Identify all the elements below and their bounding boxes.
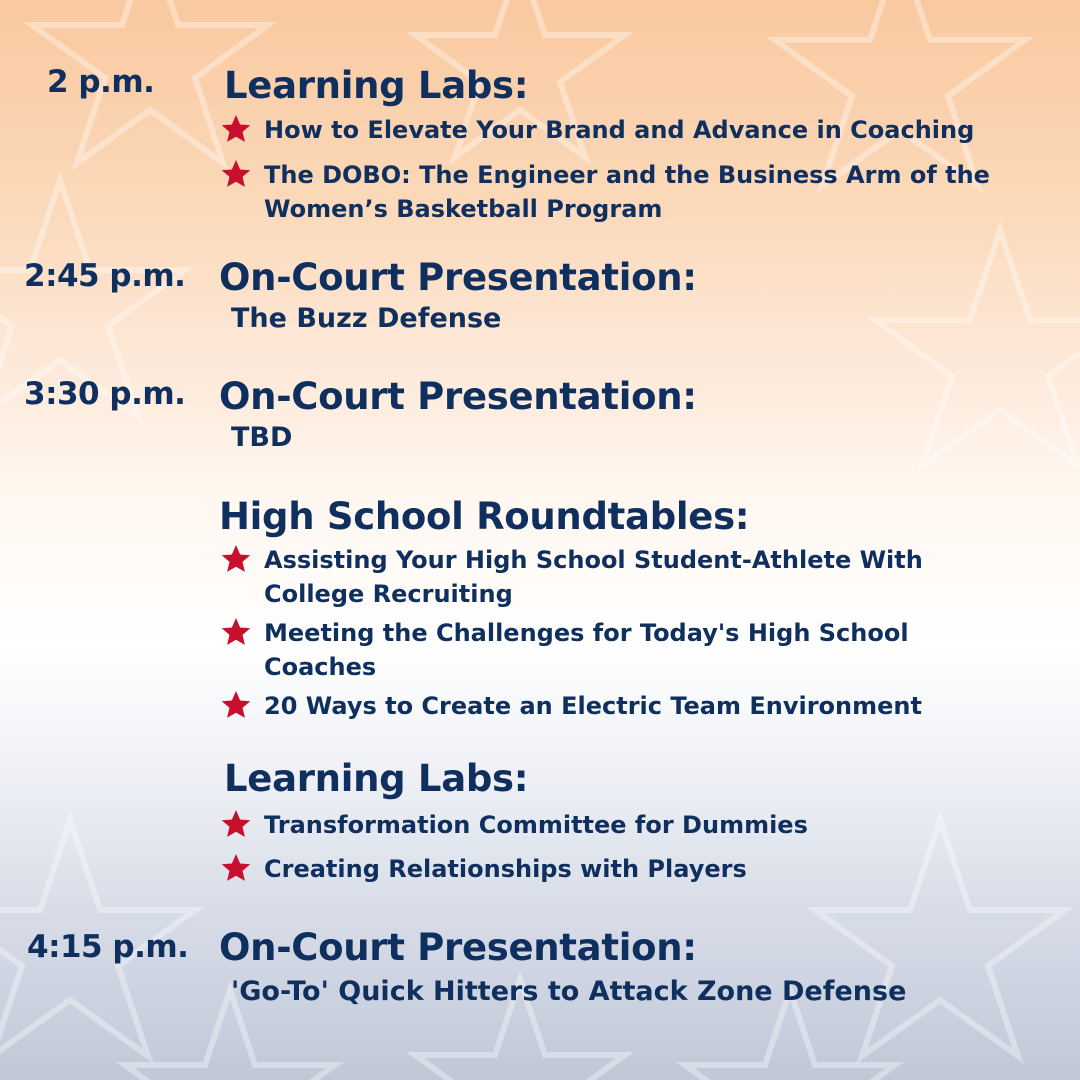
list-item-label: Creating Relationships with Players [264,855,747,883]
list-item-label: How to Elevate Your Brand and Advance in Coaching [264,116,975,144]
star-icon [220,158,252,190]
star-outline-icon [875,230,1080,466]
time-label: 2:45 p.m. [24,258,186,294]
session-heading: On-Court Presentation: [219,375,697,418]
session-heading: On-Court Presentation: [219,256,697,299]
list-item-label: Meeting the Challenges for Today's High School Coaches [264,619,909,681]
session-heading: Learning Labs: [224,757,529,800]
time-label: 2 p.m. [47,64,155,100]
list-item [220,543,1020,611]
star-icon [220,852,252,884]
session-heading: High School Roundtables: [219,495,750,538]
star-icon [220,808,252,840]
list-item [220,808,1060,842]
star-icon [220,113,252,145]
session-subtitle: The Buzz Defense [231,303,502,334]
list-item [220,113,1070,147]
time-label: 3:30 p.m. [24,376,186,412]
star-icon [220,543,252,575]
session-heading: On-Court Presentation: [219,926,697,969]
list-item [220,616,1020,684]
star-icon [220,616,252,648]
list-item-label: Assisting Your High School Student-Athlete With College Recruiting [264,546,923,608]
star-icon [220,689,252,721]
session-subtitle: 'Go-To' Quick Hitters to Attack Zone Defense [231,976,907,1007]
list-item [220,689,1060,723]
list-item-label: Transformation Committee for Dummies [264,811,808,839]
list-item-label: The DOBO: The Engineer and the Business Arm of the Women’s Basketball Program [264,161,990,223]
list-item [220,852,1060,886]
list-item [220,158,1020,226]
list-item-label: 20 Ways to Create an Electric Team Environment [264,692,922,720]
session-subtitle: TBD [231,422,293,453]
session-heading: Learning Labs: [224,64,529,107]
time-label: 4:15 p.m. [27,929,189,965]
